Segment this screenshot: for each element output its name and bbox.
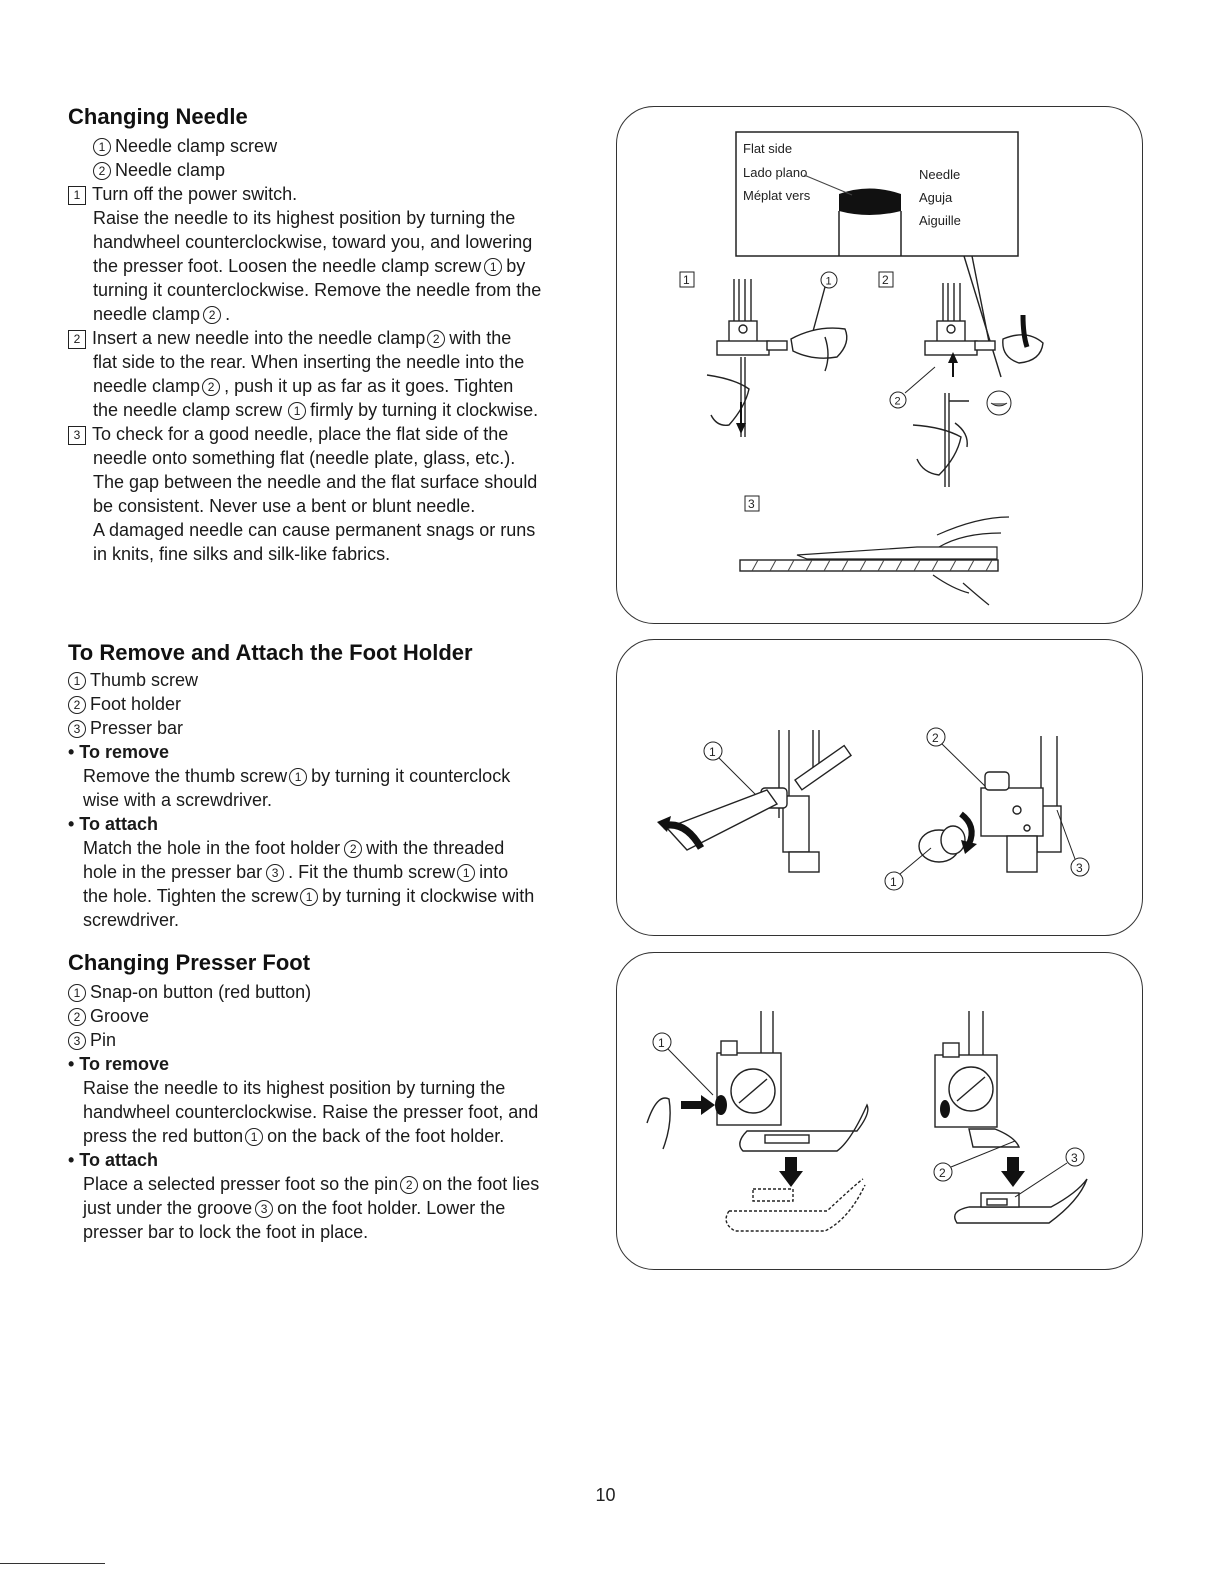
- callout-1-icon: 1: [68, 984, 86, 1002]
- needle-label: Needle: [919, 167, 961, 182]
- page-number: 10: [595, 1485, 616, 1505]
- callout-2-icon: 2: [939, 1166, 946, 1180]
- pf-attach-line-2: just under the groove 3 on the foot holder. Lower the: [83, 1198, 506, 1218]
- attach-line-3: the hole. Tighten the screw 1 by turning it clockwise with: [83, 886, 535, 906]
- pf-remove-line-2: handwheel counterclockwise. Raise the presser foot, and: [83, 1102, 539, 1122]
- callout-1-icon: 1: [825, 275, 832, 288]
- step-1-line-6: needle clamp 2 .: [93, 304, 231, 324]
- callout-2-icon: 2: [93, 162, 111, 180]
- callout-2-icon: 2: [68, 696, 86, 714]
- step-3-line-3: The gap between the needle and the flat surface should: [93, 472, 538, 492]
- part-snap-on-button: 1 Snap-on button (red button): [68, 980, 311, 1004]
- callout-1-icon: 1: [93, 138, 111, 156]
- presser-foot-drawing-1: [647, 1011, 868, 1231]
- step-2-line-1: 2 Insert a new needle into the needle clamp 2 with the: [68, 326, 511, 350]
- to-remove-heading: • To remove: [68, 1054, 169, 1074]
- part-needle-clamp: 2 Needle clamp: [93, 158, 225, 182]
- callout-1-icon: 1: [245, 1128, 263, 1146]
- step-3-marker: 3: [68, 426, 86, 445]
- down-arrow-icon: [785, 1157, 797, 1173]
- callout-2-icon: 2: [427, 330, 445, 348]
- attach-line-1: Match the hole in the foot holder 2 with the threaded: [83, 838, 505, 858]
- presser-foot-figure-panel: [616, 952, 1143, 1270]
- pf-remove-line-1: Raise the needle to its highest position by turning the: [83, 1078, 506, 1098]
- needle-cross-section-icon: [839, 189, 901, 216]
- remove-line-2: wise with a screwdriver.: [83, 790, 273, 810]
- lado-plano-label: Lado plano: [743, 165, 808, 180]
- pf-attach-line-3: presser bar to lock the foot in place.: [83, 1222, 369, 1242]
- step-3-line-4: be consistent. Never use a bent or blunt needle.: [93, 496, 476, 516]
- foot-holder-figure-panel: [616, 639, 1143, 936]
- needle-illustration: [617, 107, 1142, 623]
- needle-clamp-drawing-2: [913, 256, 1043, 487]
- right-arrow-icon: [681, 1095, 715, 1115]
- callout-3-icon: 3: [255, 1200, 273, 1218]
- step-3-line-2: needle onto something flat (needle plate, glass, etc.).: [93, 448, 516, 468]
- step-1-line-5: turning it counterclockwise. Remove the needle from the: [93, 280, 542, 300]
- part-thumb-screw: 1 Thumb screw: [68, 668, 198, 692]
- step-1-line-4: the presser foot. Loosen the needle clamp screw 1 by: [93, 256, 526, 276]
- needle-figure-panel: [616, 106, 1143, 624]
- callout-1-icon: 1: [289, 768, 307, 786]
- needle-clamp-drawing-1: [707, 279, 847, 437]
- callout-2-icon: 2: [203, 306, 221, 324]
- part-presser-bar: 3 Presser bar: [68, 716, 183, 740]
- step-1-marker: 1: [683, 273, 690, 287]
- presser-foot-illustration: [617, 953, 1142, 1269]
- callout-1-icon: 1: [300, 888, 318, 906]
- callout-3-icon: 3: [1076, 861, 1083, 875]
- callout-1-icon: 1: [484, 258, 502, 276]
- callout-3-icon: 3: [266, 864, 284, 882]
- part-pin: 3 Pin: [68, 1028, 116, 1052]
- to-attach-heading: • To attach: [68, 814, 158, 834]
- remove-line-1: Remove the thumb screw 1 by turning it counterclock: [83, 766, 511, 786]
- attach-line-2: hole in the presser bar 3 . Fit the thumb screw 1 into: [83, 862, 509, 882]
- foot-holder-drawing: [919, 736, 1061, 872]
- step-3-line-5: A damaged needle can cause permanent snags or runs: [93, 520, 536, 540]
- part-groove: 2 Groove: [68, 1004, 149, 1028]
- step-2-line-4: the needle clamp screw 1 firmly by turning it clockwise.: [93, 400, 539, 420]
- aguja-label: Aguja: [919, 190, 953, 205]
- foot-holder-illustration: [617, 640, 1142, 935]
- callout-1-icon: 1: [890, 875, 897, 889]
- callout-3-icon: 3: [68, 720, 86, 738]
- callout-1-icon: 1: [709, 745, 716, 759]
- attach-line-4: screwdriver.: [83, 910, 180, 930]
- changing-needle-heading: Changing Needle: [68, 104, 248, 129]
- step-2-line-2: flat side to the rear. When inserting the needle into the: [93, 352, 525, 372]
- callout-2-icon: 2: [400, 1176, 418, 1194]
- screwdriver-drawing: [667, 730, 851, 872]
- callout-3-icon: 3: [1071, 1151, 1078, 1165]
- to-attach-heading: • To attach: [68, 1150, 158, 1170]
- step-1-line-1: 1 Turn off the power switch.: [68, 182, 297, 206]
- flat-side-label: Flat side: [743, 141, 793, 156]
- part-foot-holder: 2 Foot holder: [68, 692, 181, 716]
- callout-1-icon: 1: [288, 402, 306, 420]
- step-3-marker: 3: [748, 497, 755, 511]
- step-2-marker: 2: [68, 330, 86, 349]
- callout-1-icon: 1: [68, 672, 86, 690]
- footer-rule: [0, 1563, 105, 1564]
- pf-remove-line-3: press the red button 1 on the back of the foot holder.: [83, 1126, 505, 1146]
- meplat-vers-label: Méplat vers: [743, 188, 811, 203]
- to-remove-heading: • To remove: [68, 742, 169, 762]
- aiguille-label: Aiguille: [919, 213, 961, 228]
- step-2-marker: 2: [882, 273, 889, 287]
- step-3-line-1: 3 To check for a good needle, place the flat side of the: [68, 422, 508, 446]
- step-1-line-2: Raise the needle to its highest position by turning the: [93, 208, 516, 228]
- step-3-line-6: in knits, fine silks and silk-like fabrics.: [93, 544, 391, 564]
- presser-foot-drawing-2: [935, 1011, 1087, 1223]
- part-needle-clamp-screw: 1 Needle clamp screw: [93, 134, 277, 158]
- presser-foot-heading: Changing Presser Foot: [68, 950, 311, 975]
- foot-holder-heading: To Remove and Attach the Foot Holder: [68, 640, 473, 665]
- callout-2-icon: 2: [894, 395, 901, 408]
- callout-3-icon: 3: [68, 1032, 86, 1050]
- down-arrow-icon: [1007, 1157, 1019, 1173]
- callout-2-icon: 2: [932, 731, 939, 745]
- step-1-marker: 1: [68, 186, 86, 205]
- rotate-arrow-icon: [961, 840, 977, 854]
- callout-2-icon: 2: [68, 1008, 86, 1026]
- callout-2-icon: 2: [344, 840, 362, 858]
- callout-1-icon: 1: [658, 1036, 665, 1050]
- flat-surface-drawing: [740, 517, 1009, 605]
- callout-2-icon: 2: [202, 378, 220, 396]
- callout-1-icon: 1: [457, 864, 475, 882]
- step-1-line-3: handwheel counterclockwise, toward you, and lowering: [93, 232, 533, 252]
- step-2-line-3: needle clamp 2 , push it up as far as it goes. Tighten: [93, 376, 514, 396]
- pf-attach-line-1: Place a selected presser foot so the pin 2 on the foot lies: [83, 1174, 540, 1194]
